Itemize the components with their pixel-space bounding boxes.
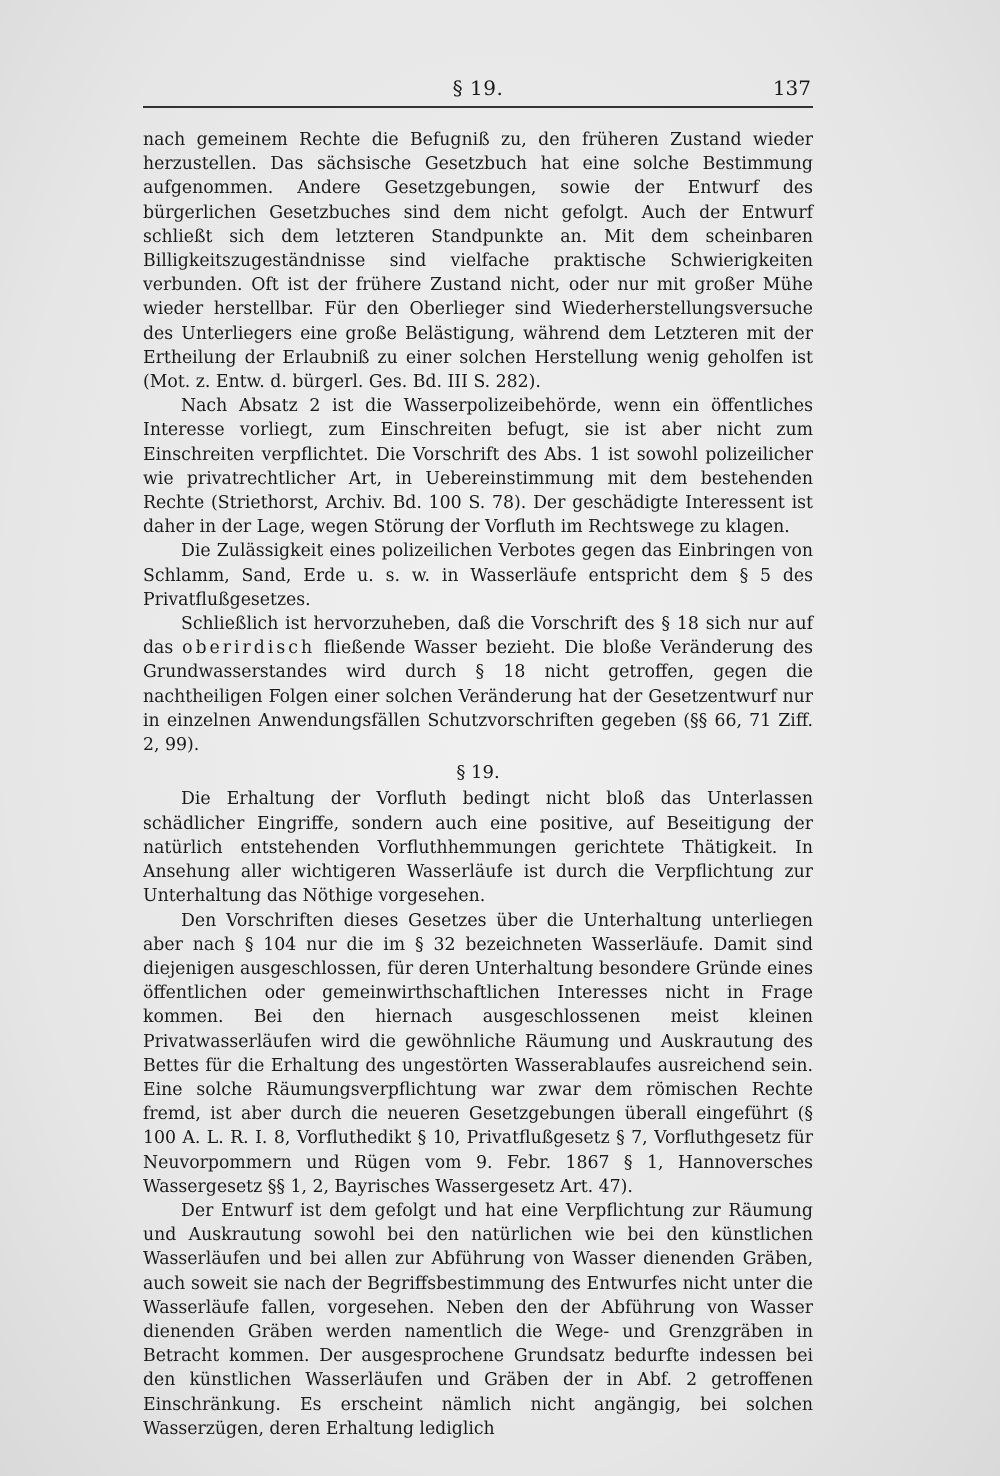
running-header — [143, 70, 813, 104]
header-section-number: § 19. — [452, 76, 504, 100]
emphasized-word: oberirdisch — [182, 638, 316, 659]
paragraph: Nach Absatz 2 ist die Wasserpolizeibehörde, wenn ein öffentliches Interesse vorliegt, zum Einschreiten befugt, sie ist aber nicht zum Einschreiten verpflichtet. Die Vorschrift des Abs. 1 ist sowohl polizeilicher wie privatrechtlicher Art, in Uebereinstimmung mit dem bestehenden Rechte (Striethorst, Archiv. Bd. 100 S. 78). Der geschädigte Interessent ist daher in der Lage, wegen Störung der Vorfluth im Rechtswege zu klagen. — [143, 396, 813, 538]
paragraph: Die Erhaltung der Vorfluth bedingt nicht bloß das Unterlassen schädlicher Eingriffe, sondern auch eine positive, auf Beseitigung der natürlich entstehenden Vorfluthhemmungen gerichtete Thätigkeit. In Ansehung aller wichtigeren Wasserläufe ist durch die Verpflichtung zur Unterhaltung das Nöthige vorgesehen. — [143, 789, 813, 907]
body-text — [143, 128, 813, 1441]
paragraph — [143, 612, 813, 757]
paragraph: Der Entwurf ist dem gefolgt und hat eine Verpflichtung zur Räumung und Auskrautung sowohl bei den natürlichen wie bei den künstlichen Wasserläufen und bei allen zur Abführung von Wasser dienenden Gräben, auch soweit sie nach der Begriffsbestimmung des Entwurfes nicht unter die Wasserläufe fallen, vorgesehen. Neben den der Abführung von Wasser dienenden Gräben werden namentlich die Wege- und Grenzgräben in Betracht kommen. Der ausgesprochene Grundsatz bedurfte indessen bei den künstlichen Wasserläufen und Gräben der in Abf. 2 getroffenen Einschränkung. Es erscheint nämlich nicht angängig, bei solchen Wasserzügen, deren Erhaltung lediglich — [143, 1200, 813, 1439]
paragraph-text: Schließlich ist hervorzuheben, daß die Vorschrift des § 18 sich nur auf das — [143, 614, 813, 659]
paragraph: Die Zulässigkeit eines polizeilichen Verbotes gegen das Einbringen von Schlamm, Sand, Erde u. s. w. in Wasserläufe entspricht dem § 5 des Privatflußgesetzes. — [143, 541, 813, 610]
section-heading: § 19. — [456, 762, 500, 784]
paragraph-text: fließende Wasser bezieht. Die bloße Veränderung des Grundwasserstandes wird durch § 18 nicht getroffen, gegen die nachtheiligen Folgen einer solchen Veränderung hat der Gesetzentwurf nur in einzelnen Anwendungsfällen Schutzvorschriften gegeben (§§ 66, 71 Ziff. 2, 99). — [143, 638, 813, 756]
paragraph: Den Vorschriften dieses Gesetzes über die Unterhaltung unterliegen aber nach § 104 nur die im § 32 bezeichneten Wasserläufe. Damit sind diejenigen ausgeschlossen, für deren Unterhaltung besondere Gründe eines öffentlichen oder gemeinwirthschaftlichen Interesses nicht in Frage kommen. Bei den hiernach ausgeschlossenen meist kleinen Privatwasserläufen wird die gewöhnliche Räumung und Auskrautung des Bettes für die Erhaltung des ungestörten Wasserablaufes ausreichend sein. Eine solche Räumungsverpflichtung war zwar dem römischen Rechte fremd, ist aber durch die neueren Gesetzgebungen überall eingeführt (§ 100 A. L. R. I. 8, Vorfluthedikt § 10, Privatflußgesetz § 7, Vorfluthgesetz für Neuvorpommern und Rügen vom 9. Febr. 1867 § 1, Hannoversches Wassergesetz §§ 1, 2, Bayrisches Wassergesetz Art. 47). — [143, 910, 813, 1197]
page-number: 137 — [772, 76, 811, 100]
paragraph: nach gemeinem Rechte die Befugniß zu, den früheren Zustand wieder herzustellen. Das sächsische Gesetzbuch hat eine solche Bestimmung aufgenommen. Andere Gesetzgebungen, sowie der Entwurf des bürgerlichen Gesetzbuches sind dem nicht gefolgt. Auch der Entwurf schließt sich dem letzteren Standpunkte an. Mit dem scheinbaren Billigkeitszugeständnisse sind vielfache praktische Schwierigkeiten verbunden. Oft ist der frühere Zustand nicht, oder nur mit großer Mühe wieder herstellbar. Für den Oberlieger sind Wiederherstellungsversuche des Unterliegers eine große Belästigung, während dem Letzteren mit der Ertheilung der Erlaubniß zu einer solchen Herstellung wenig geholfen ist (Mot. z. Entw. d. bürgerl. Ges. Bd. III S. 282). — [143, 130, 813, 393]
header-rule — [143, 106, 813, 108]
